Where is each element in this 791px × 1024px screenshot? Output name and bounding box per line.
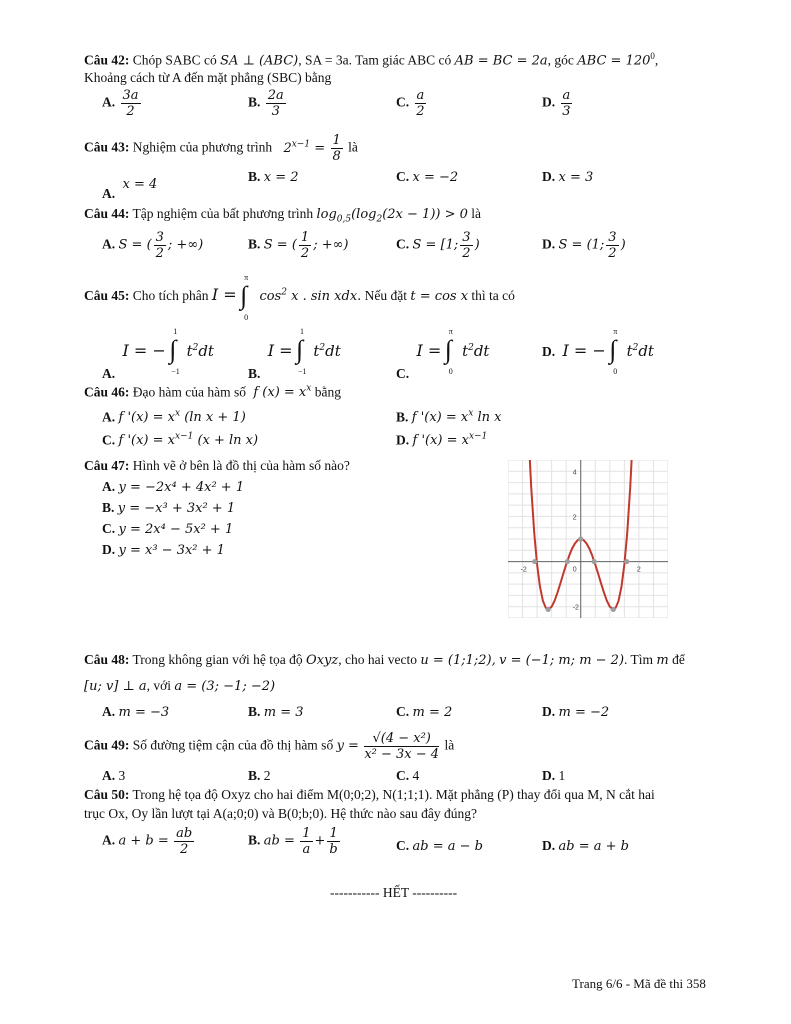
- q46-option-d[interactable]: D. f '$(x) = x^{x-1}$: [396, 432, 488, 449]
- y-tick-label: 4: [572, 469, 577, 477]
- q43-option-d[interactable]: D. x = 3: [542, 169, 594, 185]
- data-point: [624, 559, 629, 564]
- y-tick-label: -2: [572, 604, 579, 612]
- q42-option-a[interactable]: A. $\frac{3a}{2}$: [102, 88, 139, 119]
- q42-option-d[interactable]: D. $\frac{a}{3}$: [542, 88, 571, 119]
- question-47: Câu 47: Hình vẽ ở bên là đồ thị của hàm số nào?: [84, 458, 350, 473]
- question-49: Câu 49: Số đường tiệm cận của đồ thị hàm số y = $\frac{\text{√(4 − x²)}}{\text{x² − 3x − 4}}$ là: [84, 731, 455, 762]
- question-42-line2: Khoảng cách từ A đến mặt phẳng (SBC) bằng: [84, 70, 332, 85]
- q46-option-c[interactable]: C. f '$(x) = x^{x-1}$ (x + ln x): [102, 432, 259, 449]
- question-50-line2: trục Ox, Oy lần lượt tại A(a;0;0) và B(0;b;0). Hệ thức nào sau đây đúng?: [84, 806, 477, 821]
- x-tick-label: -2: [520, 566, 527, 574]
- y-tick-label: 2: [572, 514, 577, 522]
- q45-option-a[interactable]: A. I = − 1 ∫ −1 $t^2dt$: [102, 327, 214, 382]
- x-tick-label: 0: [572, 566, 577, 574]
- page-footer: Trang 6/6 - Mã đề thi 358: [572, 976, 706, 991]
- q49-option-b[interactable]: B. 2: [248, 768, 271, 783]
- question-43: Câu 43: Nghiệm của phương trình $2^{x-1}$ = $\frac{1}{8}$ là: [84, 133, 358, 164]
- data-point: [611, 607, 616, 612]
- q48-option-d[interactable]: D. m = −2: [542, 704, 610, 720]
- data-point: [592, 559, 597, 564]
- q43-option-b[interactable]: B. x = 2: [248, 169, 299, 185]
- q50-option-b[interactable]: B. ab = $\frac{1}{a}$ + $\frac{1}{b}$: [248, 826, 338, 857]
- data-point: [546, 607, 551, 612]
- q49-option-d[interactable]: D. 1: [542, 768, 566, 783]
- q42-option-c[interactable]: C. $\frac{a}{2}$: [396, 88, 425, 119]
- integral-sign: π ∫ 0: [240, 273, 249, 322]
- question-42-line1: Câu 42: Chóp SABC có SA ⊥ (ABC), SA = 3a. Tam giác ABC có AB = BC = 2a, góc ABC = $120^0$,: [84, 51, 659, 69]
- function-graph: [508, 460, 668, 618]
- data-point: [532, 559, 537, 564]
- q48-option-a[interactable]: A. m = −3: [102, 704, 170, 720]
- q45-option-b[interactable]: B. I = 1 ∫ −1 $t^2dt$: [248, 327, 341, 382]
- q42-option-b[interactable]: B. $\frac{2a}{3}$: [248, 88, 284, 119]
- q44-option-c[interactable]: C. S = [1; $\frac{3}{2}$ ): [396, 230, 480, 261]
- q47-option-a[interactable]: A. y = −2x⁴ + 4x² + 1: [102, 479, 245, 495]
- q48-option-c[interactable]: C. m = 2: [396, 704, 453, 720]
- question-44: Câu 44: Tập nghiệm của bất phương trình $\log_{0,5}(\log_2(2x - 1)) > 0$ là: [84, 206, 482, 225]
- end-marker: ----------- HẾT ----------: [330, 885, 458, 900]
- q47-option-b[interactable]: B. y = −x³ + 3x² + 1: [102, 500, 236, 516]
- q47-option-d[interactable]: D. y = x³ − 3x² + 1: [102, 542, 225, 558]
- q45-option-c[interactable]: C. I = π ∫ 0 $t^2dt$: [396, 327, 490, 382]
- question-48-line2: [u; v] ⊥ a, với a = (3; −1; −2): [84, 678, 276, 694]
- q49-option-a[interactable]: A. 3: [102, 768, 126, 783]
- data-point: [565, 559, 570, 564]
- q50-option-a[interactable]: A. a + b = $\frac{ab}{2}$: [102, 826, 193, 857]
- q43-option-c[interactable]: C. x = −2: [396, 169, 459, 185]
- q43-option-a[interactable]: A. x = 4: [102, 177, 158, 201]
- x-tick-label: 2: [636, 566, 641, 574]
- q46-option-b[interactable]: B. f '$(x) = x^x$ ln x: [396, 409, 502, 426]
- question-48-line1: Câu 48: Trong không gian với hệ tọa độ Oxyz, cho hai vecto u = (1;1;2), v = (−1; m; m − 2). Tìm m để: [84, 652, 685, 668]
- data-point: [578, 536, 583, 541]
- q50-option-d[interactable]: D. ab = a + b: [542, 838, 629, 854]
- question-45: Câu 45: Cho tích phân I = π ∫ 0 $\cos^2 x$ . sin xdx. Nếu đặt t = cos x thì ta có: [84, 273, 515, 322]
- q50-option-c[interactable]: C. ab = a − b: [396, 838, 483, 854]
- q44-option-d[interactable]: D. S = (1; $\frac{3}{2}$ ): [542, 230, 626, 261]
- q44-option-b[interactable]: B. S = ( $\frac{1}{2}$ ; +∞): [248, 230, 349, 261]
- question-46: Câu 46: Đạo hàm của hàm số f $(x) = x^x$ bằng: [84, 384, 341, 401]
- q45-option-d[interactable]: D. I = − π ∫ 0 $t^2dt$: [542, 327, 654, 376]
- q44-option-a[interactable]: A. S = ( $\frac{3}{2}$ ; +∞): [102, 230, 204, 261]
- q46-option-a[interactable]: A. f '$(x) = x^x$ (ln x + 1): [102, 409, 246, 426]
- q47-option-c[interactable]: C. y = 2x⁴ − 5x² + 1: [102, 521, 234, 537]
- q49-option-c[interactable]: C. 4: [396, 768, 420, 783]
- q48-option-b[interactable]: B. m = 3: [248, 704, 304, 720]
- question-50-line1: Câu 50: Trong hệ tọa độ Oxyz cho hai điểm M(0;0;2), N(1;1;1). Mặt phẳng (P) thay đổi qua M, N cắt hai: [84, 787, 655, 802]
